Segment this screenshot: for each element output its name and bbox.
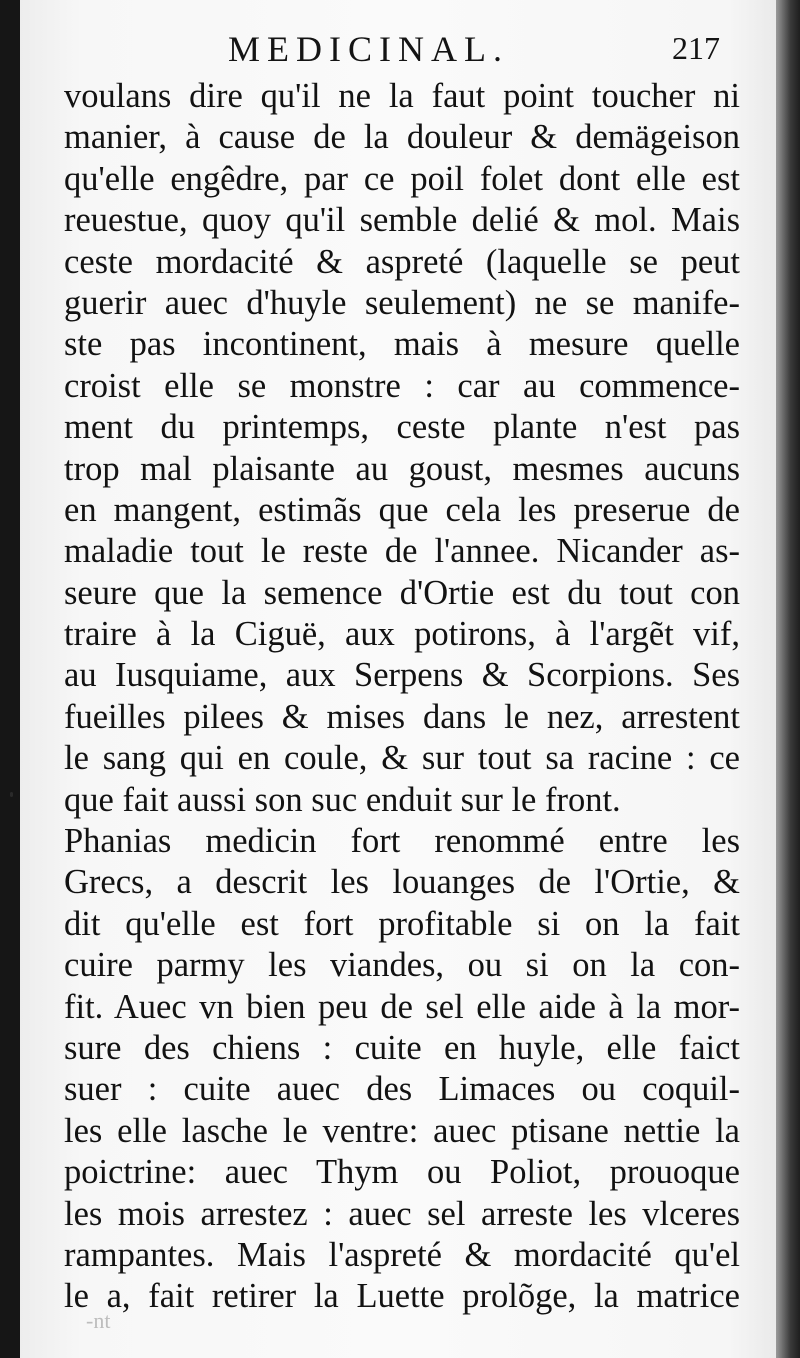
- text-line: seure que la semence d'Ortie est du tout con: [64, 573, 740, 612]
- text-line: qu'elle engêdre, par ce poil folet dont elle est: [64, 159, 740, 198]
- text-line: Phanias medicin fort renommé entre les: [64, 822, 740, 861]
- text-line: ste pas incontinent, mais à mesure quelle: [64, 325, 740, 364]
- text-line: traire à la Ciguë, aux potirons, à l'argẽt vif,: [64, 615, 740, 654]
- text-line: reuestue, quoy qu'il semble delié & mol. Mais: [64, 201, 740, 240]
- running-head: [20, 22, 790, 72]
- faded-catchword: -nt: [86, 1308, 111, 1333]
- text-line: sure des chiens : cuite en huyle, elle faict: [64, 1028, 740, 1067]
- text-line: poictrine: auec Thym ou Poliot, prouoque: [64, 1153, 740, 1192]
- text-line: fueilles pilees & mises dans le nez, arrestent: [64, 697, 740, 736]
- text-line: fit. Auec vn bien peu de sel elle aide à la mor-: [64, 987, 740, 1026]
- text-line: les elle lasche le ventre: auec ptisane nettie la: [64, 1111, 740, 1150]
- text-line: que fait aussi son suc enduit sur le front.: [64, 780, 621, 819]
- text-line: guerir auec d'huyle seulement) ne se manife-: [64, 283, 740, 322]
- text-line: maladie tout le reste de l'annee. Nicander as-: [64, 532, 740, 571]
- text-line: Grecs, a descrit les louanges de l'Ortie, &: [64, 863, 740, 902]
- text-line: rampantes. Mais l'aspreté & mordacité qu'el: [64, 1235, 740, 1274]
- text-line: voulans dire qu'il ne la faut point toucher ni: [64, 77, 740, 115]
- text-line: le sang qui en coule, & sur tout sa racine : ce: [64, 739, 740, 778]
- page-edge-shadow: [776, 0, 800, 1358]
- text-line: au Iusquiame, aux Serpens & Scorpions. Ses: [64, 656, 740, 695]
- text-line: le a, fait retirer la Luette prolõge, la matrice: [64, 1277, 740, 1316]
- page-number: 217: [672, 30, 720, 66]
- text-line: cuire parmy les viandes, ou si on la con-: [64, 946, 740, 985]
- body-text: [64, 76, 740, 1318]
- text-line: croist elle se monstre : car au commence-: [64, 366, 740, 405]
- text-line: manier, à cause de la douleur & demägeison: [64, 118, 740, 157]
- text-line: suer : cuite auec des Limaces ou coquil-: [64, 1070, 740, 1109]
- text-line: ceste mordacité & aspreté (laquelle se peut: [64, 242, 740, 281]
- text-line: trop mal plaisante au goust, mesmes aucuns: [64, 449, 740, 488]
- text-line: dit qu'elle est fort profitable si on la fait: [64, 904, 740, 943]
- running-title: MEDICINAL.: [228, 29, 509, 69]
- text-line: les mois arrestez : auec sel arreste les vlceres: [64, 1194, 740, 1233]
- ink-speck: [10, 792, 13, 797]
- text-line: en mangent, estimãs que cela les preserue de: [64, 490, 740, 529]
- text-line: ment du printemps, ceste plante n'est pas: [64, 408, 740, 447]
